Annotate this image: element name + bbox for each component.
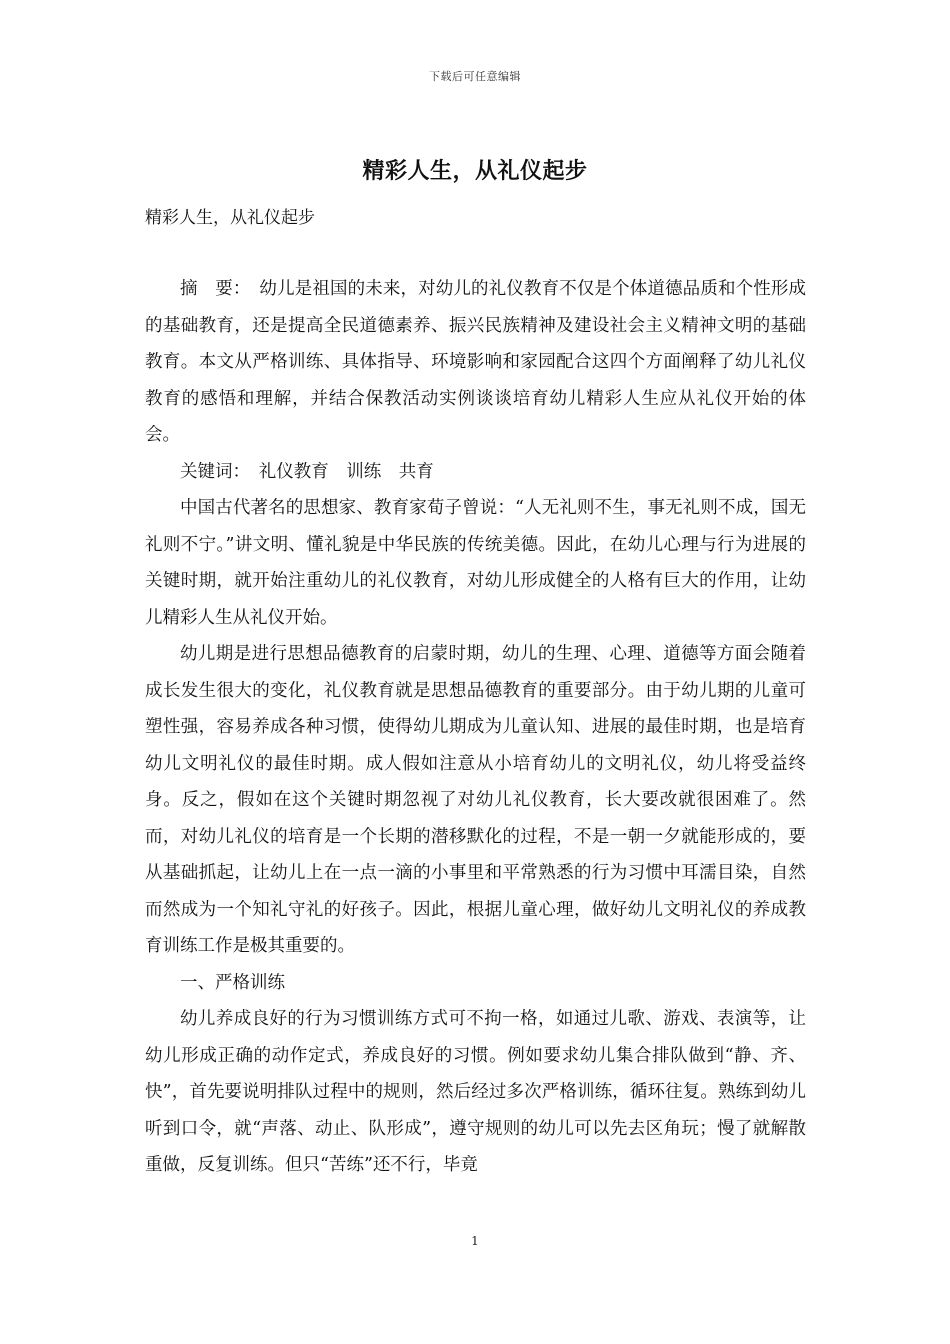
body-paragraph: 幼儿期是进行思想品德教育的启蒙时期，幼儿的生理、心理、道德等方面会随着成长发生很大的变化，礼仪教育就是思想品德教育的重要部分。由于幼儿期的儿童可塑性强，容易养成各种习惯，使得幼儿期成为儿童认知、进展的最佳时期，也是培育幼儿文明礼仪的最佳时期。成人假如注意从小培育幼儿的文明礼仪，幼儿将受益终身。反之，假如在这个关键时期忽视了对幼儿礼仪教育，长大要改就很困难了。然而，对幼儿礼仪的培育是一个长期的潜移默化的过程，不是一朝一夕就能形成的，要从基础抓起，让幼儿上在一点一滴的小事里和平常熟悉的行为习惯中耳濡目染，自然而然成为一个知礼守礼的好孩子。因此，根据儿童心理，做好幼儿文明礼仪的养成教育训练工作是极其重要的。: [145, 644, 806, 956]
document-subtitle: 精彩人生，从礼仪起步: [145, 208, 315, 228]
keywords-paragraph: 关键词： 礼仪教育 训练 共育: [180, 461, 434, 482]
page-number: 1: [471, 1234, 479, 1248]
document-body: [145, 271, 806, 1184]
abstract-paragraph: 摘 要： 幼儿是祖国的未来，对幼儿的礼仪教育不仅是个体道德品质和个性形成的基础教育，还是提高全民道德素养、振兴民族精神及建设社会主义精神文明的基础教育。本文从严格训练、具体指导、环境影响和家园配合这四个方面阐释了幼儿礼仪教育的感悟和理解，并结合保教活动实例谈谈培育幼儿精彩人生应从礼仪开始的体会。: [145, 279, 806, 445]
body-paragraph: 幼儿养成良好的行为习惯训练方式可不拘一格，如通过儿歌、游戏、表演等，让幼儿形成正确的动作定式，养成良好的习惯。例如要求幼儿集合排队做到“静、齐、快”，首先要说明排队过程中的规则，然后经过多次严格训练，循环往复。熟练到幼儿听到口令，就“声落、动止、队形成”，遵守规则的幼儿可以先去区角玩；慢了就解散重做，反复训练。但只“苦练”还不行，毕竟: [145, 1009, 806, 1175]
body-paragraph: 中国古代著名的思想家、教育家荀子曾说：“人无礼则不生，事无礼则不成，国无礼则不宁。”讲文明、懂礼貌是中华民族的传统美德。因此，在幼儿心理与行为进展的关键时期，就开始注重幼儿的礼仪教育，对幼儿形成健全的人格有巨大的作用，让幼儿精彩人生从礼仪开始。: [145, 498, 806, 628]
document-title: 精彩人生，从礼仪起步: [362, 158, 588, 184]
page-header-note: 下载后可任意编辑: [429, 70, 521, 83]
section-heading: 一、严格训练: [180, 972, 285, 993]
